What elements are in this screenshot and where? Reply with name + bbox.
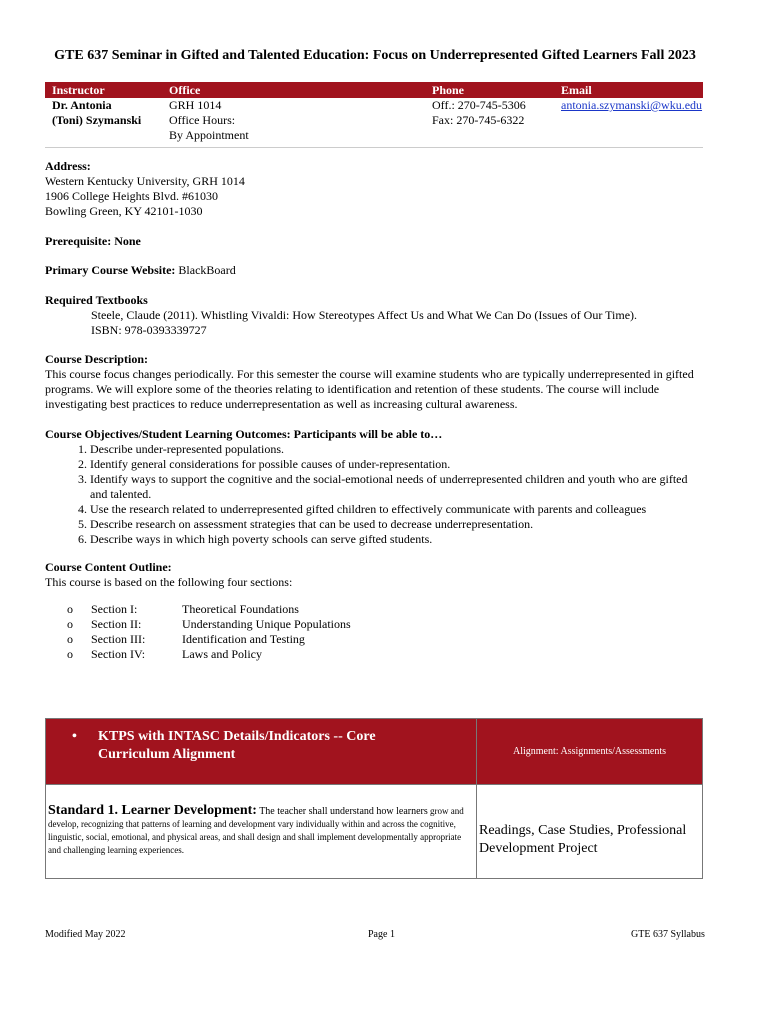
email-header: Email (554, 82, 703, 98)
office-header: Office (162, 82, 425, 98)
section-bullet: o (67, 602, 73, 616)
info-header-row (45, 82, 703, 98)
ktps-alignment-table (45, 718, 703, 879)
section-bullet: o (67, 617, 73, 631)
ktps-header-line-2: Curriculum Alignment (98, 747, 236, 762)
footer-course: GTE 637 Syllabus (631, 929, 705, 940)
address-line-3: Bowling Green, KY 42101-1030 (45, 204, 203, 218)
instructor-name: Dr. Antonia (52, 98, 112, 112)
ktps-header-line-1: KTPS with INTASC Details/Indicators -- Core (98, 729, 376, 744)
standard-row (46, 785, 703, 879)
objective-item: 2. Identify general considerations for possible causes of under-representation. (90, 457, 705, 472)
outline-block (45, 560, 705, 662)
prerequisite-label: Prerequisite: (45, 234, 112, 248)
objective-item: 4. Use the research related to underrepresented gifted children to effectively communicate with parents and colleagues (90, 502, 705, 517)
phone-header: Phone (425, 82, 554, 98)
section-number: Section I: (91, 602, 138, 616)
section-name: Identification and Testing (182, 632, 305, 646)
textbooks-label: Required Textbooks (45, 293, 148, 307)
section-item (67, 602, 351, 617)
ktps-bullet: • (72, 729, 77, 744)
objective-item: 5. Describe research on assessment strategies that can be used to decrease underrepresentation. (90, 517, 705, 532)
textbook-citation: Steele, Claude (2011). Whistling Vivaldi: How Stereotypes Affect Us and What We Can Do (Issues of Our Time). (91, 308, 638, 322)
website-value: BlackBoard (178, 263, 236, 277)
alignment-cell: Readings, Case Studies, Professional Development Project (477, 785, 703, 879)
website-label: Primary Course Website: (45, 263, 176, 277)
document-title: GTE 637 Seminar in Gifted and Talented Education: Focus on Underrepresented Gifted Learners Fall 2023 (54, 48, 696, 63)
fax-number: Fax: 270-745-6322 (432, 113, 525, 127)
instructor-header: Instructor (45, 82, 162, 98)
office-room: GRH 1014 (169, 98, 222, 112)
email-cell (554, 98, 703, 148)
office-phone: Off.: 270-745-5306 (432, 98, 526, 112)
description-label: Course Description: (45, 352, 148, 366)
ktps-header-row (46, 719, 703, 785)
textbook-isbn: ISBN: 978-0393339727 (91, 323, 207, 337)
standard-cell (46, 785, 477, 879)
textbooks-block (45, 293, 705, 338)
section-item (67, 647, 351, 662)
standard-title: Standard 1. Learner Development: (48, 803, 257, 818)
footer-modified: Modified May 2022 (45, 929, 126, 940)
objective-item: 1. Describe under-represented populations. (90, 442, 705, 457)
info-row (45, 98, 703, 148)
objective-item: 6. Describe ways in which high poverty schools can serve gifted students. (90, 532, 705, 547)
outline-intro: This course is based on the following four sections: (45, 575, 293, 589)
section-item (67, 632, 351, 647)
section-number: Section IV: (91, 647, 146, 661)
objectives-label: Course Objectives/Student Learning Outcomes: Participants will be able to… (45, 427, 443, 441)
objective-item: 3. Identify ways to support the cognitive and the social-emotional needs of underrepresented children and youth who are gifted and talented. (90, 472, 705, 502)
objectives-list (45, 442, 705, 547)
description-text: This course focus changes periodically. For this semester the course will examine students who are typically underrepresented in gifted programs. We will explore some of the theories relating to identification and retention of these students. The course will include investigating best practices to reduce underrepresentation as well as increasing cultural awareness. (45, 367, 694, 411)
email-link[interactable]: antonia.szymanski@wku.edu (561, 98, 703, 112)
section-bullet: o (67, 632, 73, 646)
standard-text-rest: grow and develop, recognizing that patterns of learning and development vary individually within and across the cognitive, linguistic, social, emotional, and physical areas, and shall design and shall implement developmentally appropriate and challenging learning experiences. (48, 806, 464, 855)
instructor-info-table (45, 82, 703, 148)
description-block (45, 352, 705, 412)
website-line (45, 263, 705, 278)
address-label: Address: (45, 159, 91, 173)
section-bullet: o (67, 647, 73, 661)
section-name: Theoretical Foundations (182, 602, 299, 616)
section-number: Section II: (91, 617, 142, 631)
address-block (45, 159, 705, 219)
address-line-2: 1906 College Heights Blvd. #61030 (45, 189, 218, 203)
office-hours-label: Office Hours: (169, 113, 236, 127)
instructor-cell (45, 98, 162, 148)
prerequisite-value: None (114, 234, 141, 248)
objectives-block (45, 427, 705, 547)
section-name: Understanding Unique Populations (182, 617, 351, 631)
phone-cell (425, 98, 554, 148)
section-item (67, 617, 351, 632)
sections-list (67, 602, 351, 662)
instructor-nickname: (Toni) Szymanski (52, 113, 142, 127)
office-cell (162, 98, 425, 148)
standard-text-first: The teacher shall understand how learners (259, 806, 428, 817)
alignment-header: Alignment: Assignments/Assessments (477, 719, 703, 785)
ktps-header (46, 719, 477, 785)
outline-label: Course Content Outline: (45, 560, 172, 574)
office-hours-value: By Appointment (169, 128, 249, 142)
section-name: Laws and Policy (182, 647, 262, 661)
footer-page-number: Page 1 (368, 929, 395, 940)
address-line-1: Western Kentucky University, GRH 1014 (45, 174, 245, 188)
prerequisite-line (45, 234, 705, 249)
section-number: Section III: (91, 632, 146, 646)
